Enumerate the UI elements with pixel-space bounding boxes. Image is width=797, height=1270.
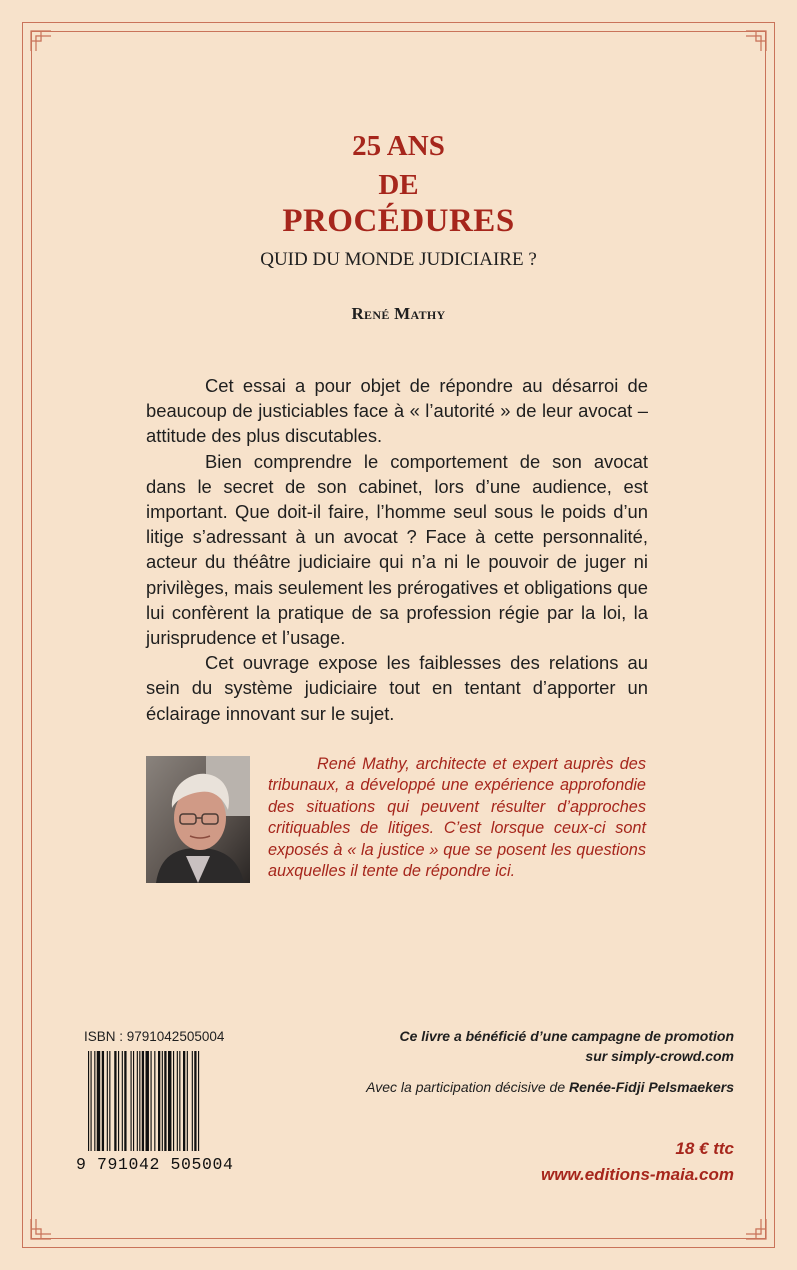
barcode-bar xyxy=(142,1051,144,1151)
barcode-bar xyxy=(133,1051,134,1151)
isbn-label: ISBN : 9791042505004 xyxy=(84,1029,225,1044)
author-photo xyxy=(146,756,250,883)
barcode-bar xyxy=(198,1051,199,1151)
book-title-line-1: 25 ANS xyxy=(352,130,445,162)
barcode-bar xyxy=(137,1051,138,1151)
barcode-bar xyxy=(131,1051,132,1151)
barcode-bar xyxy=(158,1051,160,1151)
author-bio: René Mathy, architecte et expert auprès des tribunaux, a développé une expérience approfondie des situations qui peuvent résulter d’approches critiquables de litiges. C’est lorsque ceux-ci sont exposés à « la justice » que se posent les questions auxquelles il tente de répondre ici. xyxy=(268,755,646,881)
barcode-bar xyxy=(94,1051,95,1151)
participation-prefix: Avec la participation décisive de xyxy=(366,1079,566,1095)
barcode-bar xyxy=(154,1051,155,1151)
back-cover-blurb xyxy=(146,373,648,726)
participation-name: Renée-Fidji Pelsmaekers xyxy=(569,1079,734,1095)
barcode-bar xyxy=(88,1051,89,1151)
barcode-bar xyxy=(173,1051,174,1151)
barcode-bar xyxy=(168,1051,171,1151)
promotion-line-1: Ce livre a bénéficié d’une campagne de promotion xyxy=(399,1028,734,1044)
barcode-bar xyxy=(109,1051,110,1151)
barcode-digits: 9 791042 505004 xyxy=(76,1155,234,1174)
book-title-line-3: PROCÉDURES xyxy=(282,203,515,239)
barcode-bar xyxy=(91,1051,92,1151)
barcode-bar xyxy=(187,1051,188,1151)
barcode-bar xyxy=(122,1051,123,1151)
barcode-bars-icon xyxy=(76,1047,246,1155)
barcode-bar xyxy=(124,1051,126,1151)
barcode-bar xyxy=(139,1051,140,1151)
book-subtitle: QUID DU MONDE JUDICIAIRE ? xyxy=(260,249,537,270)
corner-ornament-icon xyxy=(30,30,52,52)
barcode-bar xyxy=(192,1051,193,1151)
barcode-bar xyxy=(102,1051,104,1151)
barcode-bar xyxy=(183,1051,185,1151)
blurb-paragraph: Bien comprendre le comportement de son avocat dans le secret de son cabinet, lors d’une audience, est important. Que doit-il faire, l’homme seul sous le poids d’un litige s’adressant à un avocat ? Face à cette personnalité, acteur du théâtre judiciaire qui n’a ni le pouvoir de juger ni privilèges, mais seulement les prérogatives et obligations que lui confèrent la pratique de sa profession régie par la loi, la jurisprudence et l’usage. xyxy=(146,450,648,649)
promotion-note xyxy=(399,1026,734,1066)
blurb-paragraph: Cet essai a pour objet de répondre au désarroi de beaucoup de justiciables face à « l’autorité » de leur avocat – attitude des plus discutables. xyxy=(146,375,648,447)
barcode-bar xyxy=(177,1051,178,1151)
barcode xyxy=(76,1047,246,1177)
promotion-line-2: sur simply-crowd.com xyxy=(585,1048,734,1064)
barcode-bar xyxy=(114,1051,116,1151)
barcode-bar xyxy=(162,1051,163,1151)
barcode-bar xyxy=(179,1051,180,1151)
barcode-bar xyxy=(194,1051,196,1151)
corner-ornament-icon xyxy=(745,1218,767,1240)
barcode-bar xyxy=(97,1051,100,1151)
barcode-bar xyxy=(146,1051,149,1151)
corner-ornament-icon xyxy=(745,30,767,52)
barcode-bar xyxy=(164,1051,166,1151)
author-name: René Mathy xyxy=(351,304,446,323)
barcode-bar xyxy=(151,1051,152,1151)
corner-ornament-icon xyxy=(30,1218,52,1240)
book-title-line-2: DE xyxy=(378,169,419,201)
barcode-bar xyxy=(107,1051,108,1151)
price-block xyxy=(541,1136,734,1188)
publisher-website[interactable]: www.editions-maia.com xyxy=(540,1165,734,1184)
barcode-bar xyxy=(118,1051,119,1151)
price: 18 € ttc xyxy=(675,1139,734,1158)
blurb-paragraph: Cet ouvrage expose les faiblesses des relations au sein du système judiciaire tout en tentant d’apporter un éclairage innovant sur le sujet. xyxy=(146,652,648,724)
participation-note xyxy=(366,1079,734,1095)
